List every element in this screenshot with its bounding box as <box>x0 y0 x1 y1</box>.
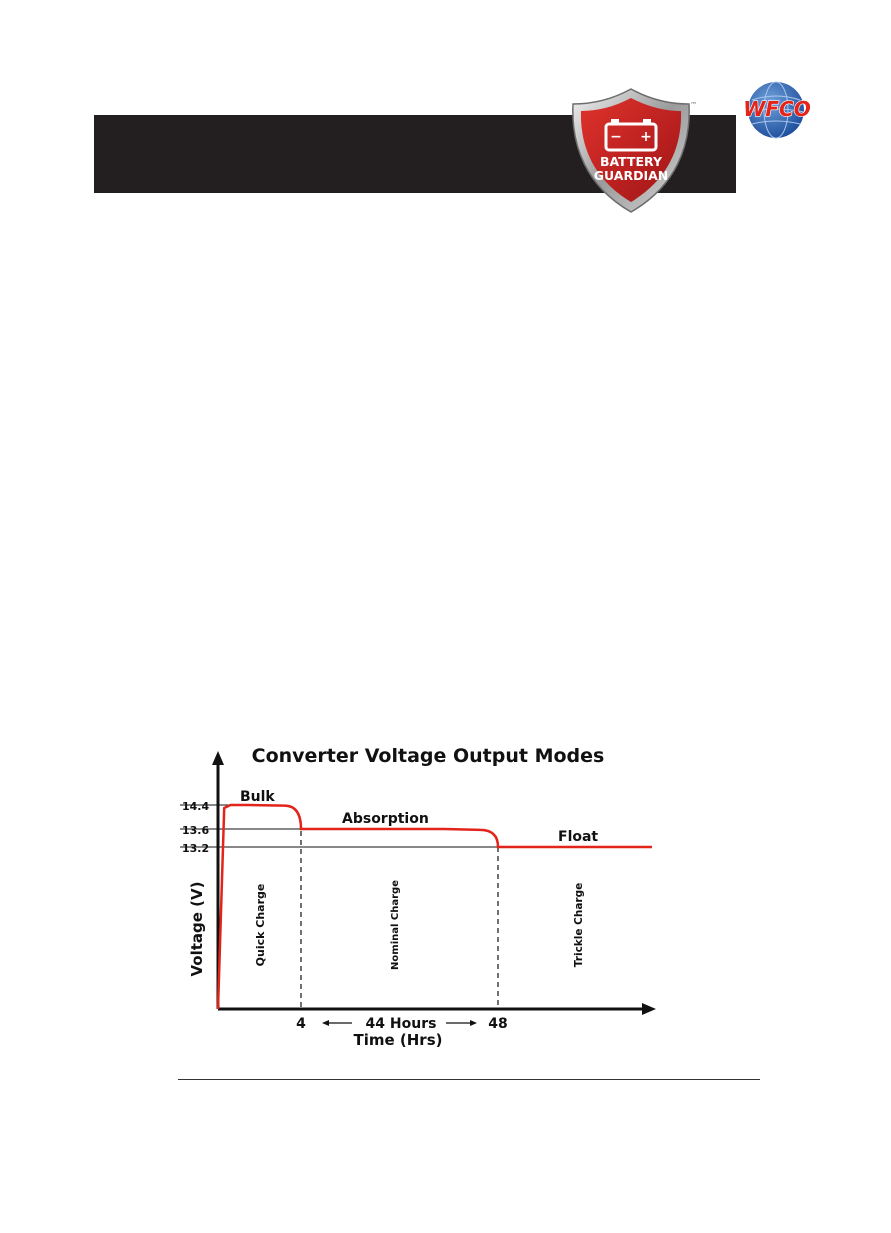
y-tick-label: 14.4 <box>182 800 210 813</box>
trademark-symbol: ™ <box>690 101 697 109</box>
shield-minus: − <box>610 129 622 145</box>
y-tick-label: 13.6 <box>182 824 210 837</box>
footer-divider <box>178 1079 760 1080</box>
x-axis-arrow <box>642 1003 656 1015</box>
stage-label-bulk: Bulk <box>240 789 275 805</box>
stage-label-float: Float <box>558 829 599 845</box>
y-axis-arrow <box>212 751 224 765</box>
x-tick-label: 4 <box>296 1016 306 1032</box>
y-axis-label: Voltage (V) <box>188 881 206 977</box>
phase-label-quick-charge: Quick Charge <box>254 883 267 967</box>
wfco-logo <box>738 78 816 142</box>
wfco-logo-text: WFCO <box>743 97 811 121</box>
x-tick-label: 48 <box>488 1016 508 1032</box>
chart-title: Converter Voltage Output Modes <box>251 745 605 767</box>
shield-text-guardian: GUARDIAN <box>593 168 669 183</box>
duration-label: 44 Hours <box>365 1016 437 1032</box>
shield-plus: + <box>640 129 652 145</box>
duration-arrowhead-right <box>470 1020 477 1026</box>
phase-label-trickle-charge: Trickle Charge <box>573 882 585 968</box>
stage-label-absorption: Absorption <box>342 811 429 827</box>
y-tick-label: 13.2 <box>182 842 210 855</box>
phase-label-nominal-charge: Nominal Charge <box>390 880 401 970</box>
battery-guardian-shield-logo <box>566 86 696 214</box>
shield-text-battery: BATTERY <box>599 154 663 169</box>
voltage-chart <box>170 735 680 1055</box>
duration-arrowhead-left <box>322 1020 329 1026</box>
x-axis-label: Time (Hrs) <box>353 1031 443 1049</box>
